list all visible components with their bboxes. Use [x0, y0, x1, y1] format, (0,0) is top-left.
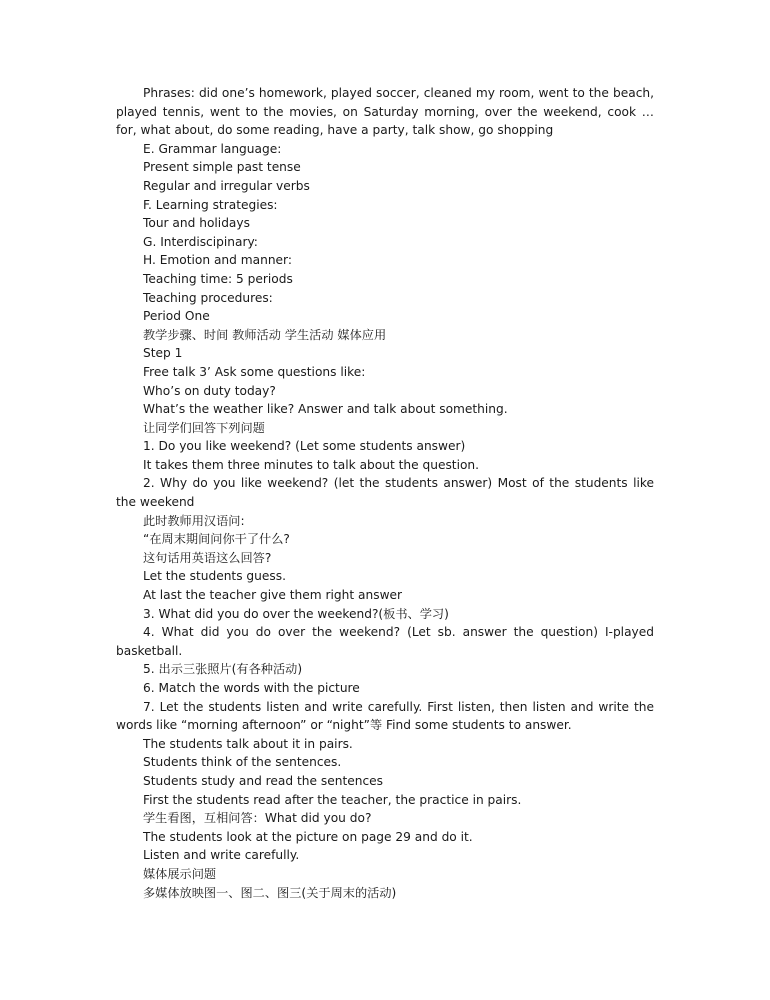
paragraph: It takes them three minutes to talk about the question.: [143, 457, 480, 472]
paragraph: 多媒体放映图一、图二、图三(关于周末的活动): [143, 885, 397, 900]
paragraph: 这句话用英语这么回答?: [143, 550, 272, 565]
paragraph: 4. What did you do over the weekend? (Let sb. answer the question) I-played basketball.: [116, 625, 654, 658]
paragraph: 2. Why do you like weekend? (let the students answer) Most of the students like the weekend: [116, 476, 654, 510]
paragraph: Students think of the sentences.: [143, 755, 342, 770]
paragraph: What’s the weather like? Answer and talk about something.: [143, 402, 508, 417]
paragraph: Free talk 3’ Ask some questions like:: [143, 364, 366, 379]
paragraph: 3. What did you do over the weekend?(板书、学习): [143, 606, 449, 621]
paragraph: Step 1: [143, 346, 183, 361]
paragraph: G. Interdiscipinary:: [143, 234, 258, 249]
paragraph: Phrases: did one’s homework, played soccer, cleaned my room, went to the beach, played tennis, went to the movies, on Saturday morning, over the weekend, cook … for, what about, do some reading, have a party, talk show, go shopping: [116, 86, 654, 138]
paragraph: E. Grammar language:: [143, 141, 282, 156]
paragraph: 1. Do you like weekend? (Let some students answer): [143, 439, 466, 454]
paragraph: Tour and holidays: [143, 216, 250, 231]
paragraph: 让同学们回答下列问题: [143, 420, 265, 435]
paragraph: Present simple past tense: [143, 160, 301, 175]
paragraph: 媒体展示问题: [143, 866, 217, 881]
paragraph: The students look at the picture on page 29 and do it.: [143, 829, 473, 844]
paragraph: 此时教师用汉语问:: [143, 513, 245, 528]
paragraph: First the students read after the teacher, the practice in pairs.: [143, 792, 522, 807]
paragraph: 6. Match the words with the picture: [143, 681, 360, 695]
paragraph: Listen and write carefully.: [143, 848, 300, 863]
paragraph: The students talk about it in pairs.: [143, 736, 353, 751]
paragraph: Teaching procedures:: [143, 290, 273, 305]
paragraph: “在周末期间问你干了什么?: [143, 532, 290, 547]
document-body: [116, 84, 654, 902]
paragraph: 学生看图，互相问答：What did you do?: [143, 811, 372, 826]
paragraph: At last the teacher give them right answer: [143, 588, 403, 603]
paragraph: Period One: [143, 309, 210, 324]
paragraph: Students study and read the sentences: [143, 773, 383, 788]
paragraph: 7. Let the students listen and write carefully. First listen, then listen and write the words like “morning afternoon” or “night”等 Find some students to answer.: [116, 699, 654, 733]
paragraph: Regular and irregular verbs: [143, 178, 310, 193]
paragraph: H. Emotion and manner:: [143, 253, 292, 268]
paragraph: Teaching time: 5 periods: [143, 271, 293, 286]
paragraph: F. Learning strategies:: [143, 197, 278, 212]
paragraph: 教学步骤、时间 教师活动 学生活动 媒体应用: [143, 327, 387, 342]
paragraph: Who’s on duty today?: [143, 383, 276, 398]
paragraph: 5. 出示三张照片(有各种活动): [143, 662, 303, 677]
paragraph: Let the students guess.: [143, 569, 286, 584]
